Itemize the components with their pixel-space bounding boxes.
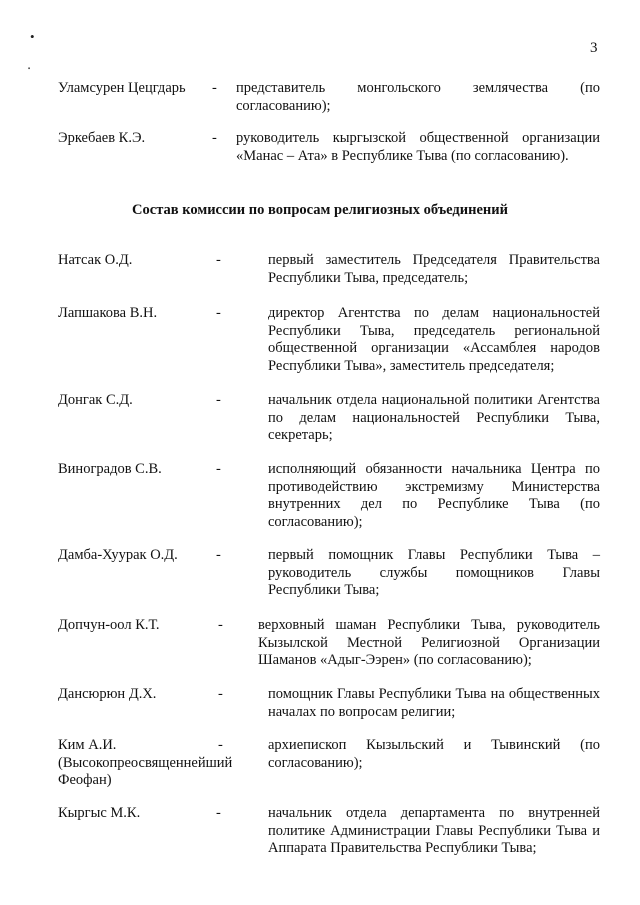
member-name: Ким А.И. (Высокопреосвященнейший Феофан) [58, 737, 233, 788]
member-role: исполняющий обязанности начальника Центра по противодействию экстремизму Министерства внутренних дел по Республике Тыва (по согласованию); [268, 461, 600, 530]
entry-name: Эркебаев К.Э. [58, 130, 146, 146]
member-role: первый помощник Главы Республики Тыва – руководитель службы помощников Главы Республики Тыва; [268, 547, 600, 598]
member-dash: - [216, 461, 221, 477]
member-dash: - [216, 392, 221, 408]
entry-dash: - [212, 130, 217, 146]
member-dash: - [216, 547, 221, 563]
member-name: Дансюрюн Д.Х. [58, 686, 157, 702]
member-name: Натсак О.Д. [58, 252, 133, 268]
member-dash: - [218, 617, 223, 633]
member-dash: - [216, 805, 221, 821]
entry-role: представитель монгольского землячества (по согласованию); [236, 80, 600, 114]
entry-name: Уламсурен Цецгдарь [58, 80, 186, 96]
margin-mark: • [30, 29, 35, 44]
member-name: Донгак С.Д. [58, 392, 133, 408]
member-role: директор Агентства по делам национальностей Республики Тыва, председатель региональной общественной организации «Ассамблея народов Республики Тыва», заместитель председателя; [268, 305, 600, 374]
member-name: Виноградов С.В. [58, 461, 162, 477]
member-name: Кыргыс М.К. [58, 805, 141, 821]
member-role: начальник отдела национальной политики Агентства по делам национальностей Республики Тыва, секретарь; [268, 392, 600, 443]
member-role: первый заместитель Председателя Правительства Республики Тыва, председатель; [268, 252, 600, 286]
member-role: верховный шаман Республики Тыва, руководитель Кызылской Местной Религиозной Организации Шаманов «Адыг-Ээрен» (по согласованию); [258, 617, 600, 668]
member-name: Лапшакова В.Н. [58, 305, 158, 321]
member-role: начальник отдела департамента по внутренней политике Администрации Главы Республики Тыва и Аппарата Правительства Республики Тыва; [268, 805, 600, 856]
member-dash: - [216, 252, 221, 268]
member-dash: - [218, 737, 223, 753]
member-role: архиепископ Кызыльский и Тывинский (по согласованию); [268, 737, 600, 771]
page-number: 3 [590, 40, 598, 56]
entry-role: руководитель кыргызской общественной организации «Манас – Ата» в Республике Тыва (по согласованию). [236, 130, 600, 164]
member-role: помощник Главы Республики Тыва на общественных началах по вопросам религии; [268, 686, 600, 720]
entry-dash: - [212, 80, 217, 96]
member-name: Дамба-Хуурак О.Д. [58, 547, 178, 563]
member-dash: - [218, 686, 223, 702]
margin-mark: ‧ [27, 61, 32, 76]
member-dash: - [216, 305, 221, 321]
member-name: Допчун-оол К.Т. [58, 617, 160, 633]
section-title: Состав комиссии по вопросам религиозных объединений [132, 202, 508, 218]
